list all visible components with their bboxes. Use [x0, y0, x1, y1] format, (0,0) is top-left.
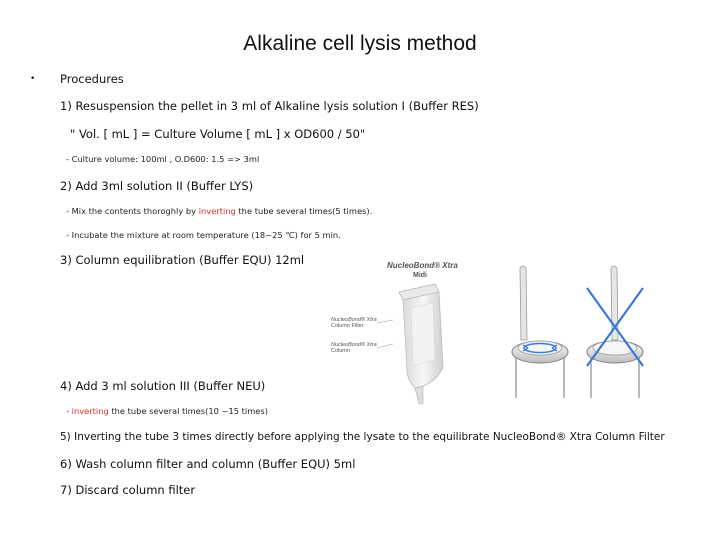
- brand-sub-label: Midi: [413, 272, 427, 279]
- brand-label: NucleoBond® Xtra: [387, 261, 458, 270]
- column-on-stand-left: [512, 266, 568, 398]
- filter-label-line-1: NucleoBond® Xtra: [331, 317, 377, 323]
- step-2-note-2: - Incubate the mixture at room temperature (18~25 ℃) for 5 min.: [66, 230, 341, 240]
- procedures-heading: Procedures: [60, 72, 124, 86]
- column-tube: [399, 284, 443, 404]
- step-6-text: 6) Wash column filter and column (Buffer EQU) 5ml: [60, 457, 356, 471]
- step-4-note-post: the tube several times(10 ~15 times): [108, 406, 268, 416]
- step-1-note: - Culture volume: 100ml , O.D600: 1.5 => 3ml: [66, 154, 260, 164]
- column-label-line-1: NucleoBond® Xtra: [331, 342, 377, 348]
- step-1-text: 1) Resuspension the pellet in 3 ml of Alkaline lysis solution I (Buffer RES): [60, 99, 479, 113]
- column-on-stand-right-crossed: [587, 266, 643, 398]
- step-1-formula: " Vol. [ mL ] = Culture Volume [ mL ] x OD600 / 50": [70, 127, 366, 141]
- step-5-text: 5) Inverting the tube 3 times directly before applying the lysate to the equilibrate NucleoBond® Xtra Column Filter: [60, 431, 665, 443]
- column-label-line-2: Column: [331, 348, 350, 354]
- step-2-text: 2) Add 3ml solution II (Buffer LYS): [60, 179, 254, 193]
- step-2-note-1-pre: - Mix the contents thoroghly by: [66, 206, 199, 216]
- step-4-note: [66, 406, 268, 416]
- step-3-text: 3) Column equilibration (Buffer EQU) 12ml: [60, 253, 305, 267]
- step-4-note-highlight: inverting: [71, 406, 109, 416]
- filter-label-line-2: Column Filter: [331, 323, 364, 329]
- step-2-note-1: [66, 206, 372, 216]
- step-7-text: 7) Discard column filter: [60, 483, 196, 497]
- step-4-text: 4) Add 3 ml solution III (Buffer NEU): [60, 379, 266, 393]
- step-2-note-1-highlight: inverting: [198, 206, 236, 216]
- page-title: Alkaline cell lysis method: [243, 32, 477, 55]
- step-4-note-pre: -: [66, 406, 72, 416]
- step-2-note-1-post: the tube several times(5 times).: [235, 206, 373, 216]
- nucleobond-illustration: [315, 248, 710, 413]
- bullet-icon: •: [30, 74, 36, 84]
